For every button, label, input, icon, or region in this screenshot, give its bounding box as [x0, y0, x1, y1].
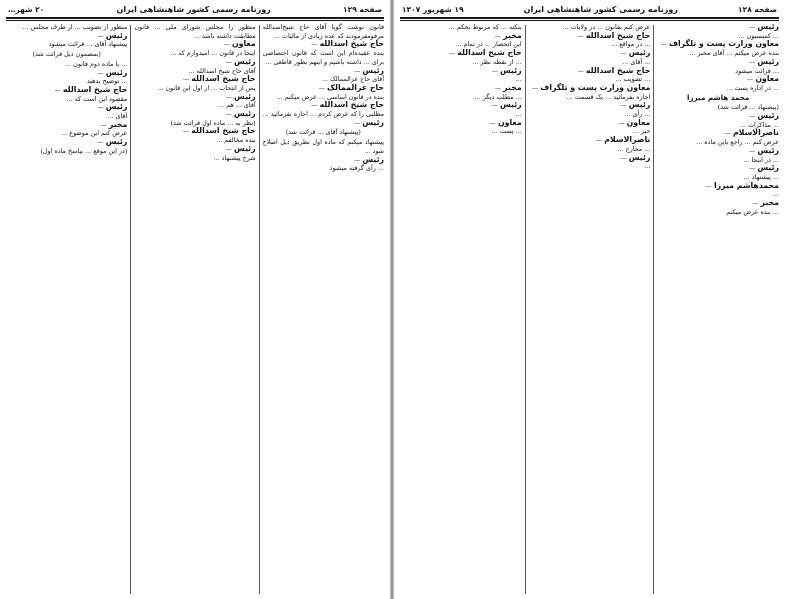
body-paragraph: ... قرائت میشود	[735, 66, 779, 75]
speaker-name: حاج شیخ اسدالله	[191, 74, 256, 84]
body-paragraph: ... پیشنهاد ...	[743, 172, 779, 181]
speaker-paragraph: ناصرالاسلام —	[595, 135, 651, 145]
speaker-name: رئیس	[757, 145, 779, 155]
body-paragraph: منظور از تصویب ... از طرف مجلس ...	[22, 23, 128, 31]
speaker-paragraph: مخبر —	[494, 30, 522, 40]
body-paragraph: ... مذاکرات ...	[739, 120, 779, 129]
speaker-paragraph: حاج شیخ اسدالله —	[182, 126, 256, 136]
speaker-paragraph: رئیس —	[620, 152, 651, 162]
body-paragraph: ...	[515, 75, 522, 84]
speaker-name: رئیس	[234, 143, 256, 153]
body-paragraph: عرض کنم بقانون ... در ولایات ...	[562, 23, 651, 31]
speaker-paragraph: حاج شیخ اسدالله —	[577, 30, 651, 40]
body-paragraph: (نظر به ... ماده اول قرائت شد)	[170, 118, 256, 127]
speaker-paragraph: حاج شیخ اسدالله —	[311, 100, 384, 110]
speaker-paragraph: معاون —	[746, 74, 779, 84]
body-paragraph: پس از انتخاب ... از اول این قانون ...	[157, 83, 256, 92]
body-paragraph: آقای ...	[107, 112, 128, 121]
body-paragraph: بنده مخالفم ...	[216, 136, 256, 145]
speaker-paragraph: معاون —	[223, 39, 256, 49]
speaker-name: حاج شیخ اسدالله	[191, 126, 256, 136]
speaker-name: رئیس	[105, 67, 128, 77]
speaker-paragraph: رئیس —	[748, 163, 779, 173]
body-paragraph: ... از نقطه نظر ...	[472, 57, 522, 66]
body-paragraph: اجازه بفرمائید ... یک قسمت ...	[566, 92, 651, 101]
speaker-name: رئیس	[628, 48, 651, 58]
speaker-paragraph: رئیس —	[491, 65, 522, 75]
speaker-name: رئیس	[757, 111, 779, 121]
body-paragraph: منظور را مجلس شورای ملی ... قانون مطابقت داشته باشد ...	[134, 23, 256, 40]
speaker-name: رئیس	[757, 163, 779, 173]
body-paragraph: پیشنهاد آقای ... قرائت میشود	[48, 40, 128, 49]
body-paragraph: ... تصویب ...	[615, 75, 651, 84]
speaker-paragraph: رئیس —	[748, 23, 779, 31]
left-page-title: روزنامه رسمی کشور شاهنشاهی ایران	[116, 5, 271, 14]
body-paragraph: عرض کنم ... راجع باین ماده ...	[696, 138, 779, 147]
left-page-number: صفحه ۱۲۹	[343, 5, 382, 14]
body-paragraph: آقای حاج شیخ اسدالله ...	[188, 66, 256, 75]
body-paragraph: پیشنهاد میکنم که ماده اول بطریق ذیل اصلاح شود ...	[262, 138, 384, 155]
body-paragraph: ... بنده عرض میکنم	[726, 207, 779, 216]
speaker-name: رئیس	[234, 91, 256, 101]
speaker-paragraph: رئیس —	[353, 154, 384, 164]
body-paragraph: (پیشنهاد ... قرائت شد)	[717, 103, 779, 112]
body-paragraph: بنده عقیده‌ام این است که قانون اختصاصی برای ... داشته باشیم و اینهم بطور قاطعی ...	[262, 49, 384, 66]
body-paragraph: خیر ...	[632, 127, 651, 136]
speaker-paragraph: رئیس —	[225, 143, 256, 153]
speaker-name: معاون	[497, 117, 522, 127]
speaker-name: معاون	[626, 117, 651, 127]
body-paragraph: ...	[772, 190, 779, 199]
left-columns	[6, 23, 384, 596]
body-paragraph: ... کمیسیون ...	[738, 31, 779, 40]
speaker-paragraph: رئیس —	[353, 65, 384, 75]
body-paragraph: آقای حاج عزالممالک ...	[321, 75, 384, 84]
speaker-paragraph: مخبر —	[100, 119, 128, 129]
speaker-paragraph: رئیس —	[353, 117, 384, 127]
column-separator	[259, 25, 260, 594]
speaker-name: مخبر	[108, 119, 128, 129]
speaker-paragraph: معاون وزارت پست و تلگراف —	[660, 39, 779, 49]
speaker-name: مخبر	[760, 198, 779, 208]
body-paragraph: ... در مواقع ...	[611, 40, 651, 49]
speaker-paragraph: رئیس —	[97, 137, 128, 147]
speaker-name: مخبر	[503, 82, 522, 92]
speaker-paragraph: رئیس —	[97, 67, 128, 77]
body-paragraph: ... پست ...	[491, 127, 522, 136]
notice-line: (پیشنهاد آقای ... قرائت شد)	[285, 128, 361, 137]
speaker-paragraph: رئیس —	[748, 56, 779, 66]
speaker-paragraph: حاج شیخ اسدالله —	[311, 39, 384, 49]
speaker-paragraph: رئیس —	[620, 48, 651, 58]
speaker-name: رئیس	[105, 137, 128, 147]
body-paragraph: ... در اینجا ...	[743, 155, 779, 164]
left-page-header	[6, 4, 384, 16]
speaker-paragraph: رئیس —	[97, 102, 128, 112]
speaker-paragraph: مخبر —	[494, 82, 522, 92]
speaker-paragraph: حاج شیخ اسدالله —	[182, 74, 256, 84]
text-column	[134, 23, 255, 596]
body-paragraph: قانون نوشت گویا آقای حاج شیخ‌اسدالله مرقومفرمودند که عده زیادی از مالیات ...	[262, 23, 384, 40]
speaker-name: رئیس	[757, 56, 779, 66]
speaker-name: رئیس	[234, 109, 256, 119]
speaker-name: معاون	[755, 74, 779, 84]
body-paragraph: مقصود این است که ...	[66, 94, 128, 103]
speaker-paragraph: رئیس —	[748, 111, 779, 121]
speaker-paragraph: رئیس —	[748, 145, 779, 155]
right-page	[394, 0, 785, 599]
speaker-name: مخبر	[503, 30, 522, 40]
speaker-paragraph: معاون —	[489, 117, 522, 127]
speaker-name: ناصرالاسلام	[732, 128, 779, 138]
speaker-name: حاج شیخ اسدالله	[457, 48, 522, 58]
speaker-name: رئیس	[362, 117, 384, 127]
speaker-paragraph: حاج عزالممالک —	[318, 82, 384, 92]
speaker-name: محمدهاشم میرزا	[713, 180, 779, 190]
left-page	[0, 0, 390, 599]
body-paragraph: عرض کنم این موضوع ...	[61, 129, 128, 138]
speaker-name: رئیس	[105, 30, 128, 40]
speaker-name: رئیس	[628, 152, 651, 162]
speaker-name: رئیس	[500, 100, 522, 110]
speaker-name: ناصرالاسلام	[604, 135, 651, 145]
speaker-paragraph: معاون وزارت پست و تلگراف —	[531, 82, 651, 92]
header-rule	[6, 17, 384, 19]
body-paragraph: بنده در قانون اساسی ... عرض میکنم ...	[276, 92, 384, 101]
column-separator	[525, 25, 526, 594]
speaker-paragraph: رئیس —	[225, 91, 256, 101]
right-page-header	[400, 4, 779, 16]
body-paragraph: ... در اداره پست ...	[726, 83, 779, 92]
text-column	[400, 23, 522, 596]
speaker-name: رئیس	[234, 56, 256, 66]
text-column	[6, 23, 127, 596]
speaker-name: رئیس	[362, 154, 384, 164]
speaker-paragraph: رئیس —	[620, 100, 651, 110]
body-paragraph: ... یا ماده دوم قانون ...	[65, 59, 128, 68]
speaker-paragraph: حاج شیخ اسدالله —	[448, 48, 522, 58]
speaker-paragraph: رئیس —	[97, 30, 128, 40]
speaker-name: حاج شیخ اسدالله	[62, 84, 128, 94]
text-column	[657, 23, 779, 596]
right-columns	[400, 23, 779, 596]
body-paragraph: بنکته ... که مربوط بحکم ...	[448, 23, 522, 31]
body-paragraph: آقای ... هم ...	[217, 101, 256, 110]
speaker-paragraph: محمدهاشم میرزا —	[705, 180, 779, 190]
body-paragraph: شرح پیشنهاد ...	[213, 153, 256, 162]
speaker-name: معاون وزارت پست و تلگراف	[668, 39, 779, 49]
body-paragraph: ... مخارج ...	[617, 144, 651, 153]
speaker-name: رئیس	[757, 23, 779, 31]
speaker-name: معاون	[232, 39, 256, 49]
speaker-paragraph: رئیس —	[225, 56, 256, 66]
notice-line: (بمضمون ذیل قرائت شد)	[32, 50, 101, 59]
speaker-name: رئیس	[628, 100, 651, 110]
speaker-name: رئیس	[362, 65, 384, 75]
body-paragraph: بنده عرض میکنم ... آقای مخبر ...	[689, 49, 779, 58]
body-paragraph: مطلبی را که عرض کردم ... اجازه بفرمائید ...	[262, 110, 384, 119]
body-paragraph: ... رأی ...	[624, 110, 651, 119]
speaker-name: حاج شیخ اسدالله	[319, 100, 384, 110]
body-paragraph: این انحصار ... در تمام ...	[455, 40, 522, 49]
speaker-name: رئیس	[500, 65, 522, 75]
body-paragraph: ... رأی گرفته میشود	[329, 164, 384, 173]
body-paragraph: اینجا در قانون ... امیدوارم که ...	[170, 49, 256, 58]
speaker-name: حاج عزالممالک	[327, 82, 384, 92]
speaker-paragraph: حاج شیخ اسدالله —	[577, 65, 651, 75]
text-column	[529, 23, 651, 596]
speaker-paragraph: حاج شیخ اسدالله —	[54, 84, 128, 94]
header-rule	[400, 17, 779, 19]
right-page-title: روزنامه رسمی کشور شاهنشاهی ایران	[523, 5, 678, 14]
body-paragraph: ... آقای ...	[622, 57, 651, 66]
body-paragraph: ...	[644, 162, 651, 171]
body-paragraph: ... مطلب دیگر ...	[474, 92, 522, 101]
speaker-name: حاج شیخ اسدالله	[585, 30, 651, 40]
column-separator	[653, 25, 654, 594]
left-page-date: ۲۰ شهر…	[8, 5, 45, 14]
body-paragraph: ...	[515, 110, 522, 119]
speaker-name: حاج شیخ اسدالله	[585, 65, 651, 75]
right-page-number: صفحه ۱۲۸	[738, 5, 777, 14]
speaker-paragraph: معاون —	[618, 117, 651, 127]
header-rule-thin	[6, 20, 384, 21]
speaker-name: معاون وزارت پست و تلگراف	[540, 82, 651, 92]
column-separator	[130, 25, 131, 594]
body-paragraph: (در این موقع ... بپاسخ ماده اول)	[40, 146, 128, 155]
body-paragraph: ... توضیح بدهید	[86, 77, 128, 86]
speaker-name: حاج شیخ اسدالله	[319, 39, 384, 49]
speaker-paragraph: رئیس —	[225, 109, 256, 119]
text-column	[263, 23, 384, 596]
header-rule-thin	[400, 20, 779, 21]
right-page-date: ۱۹ شهریور ۱۳۰۷	[402, 5, 464, 14]
speaker-name: رئیس	[105, 102, 128, 112]
speaker-paragraph: ناصرالاسلام —	[724, 128, 779, 138]
center-line: محمد هاشم میرزا	[686, 92, 750, 102]
speaker-paragraph: رئیس —	[491, 100, 522, 110]
speaker-paragraph: مخبر —	[752, 198, 779, 208]
